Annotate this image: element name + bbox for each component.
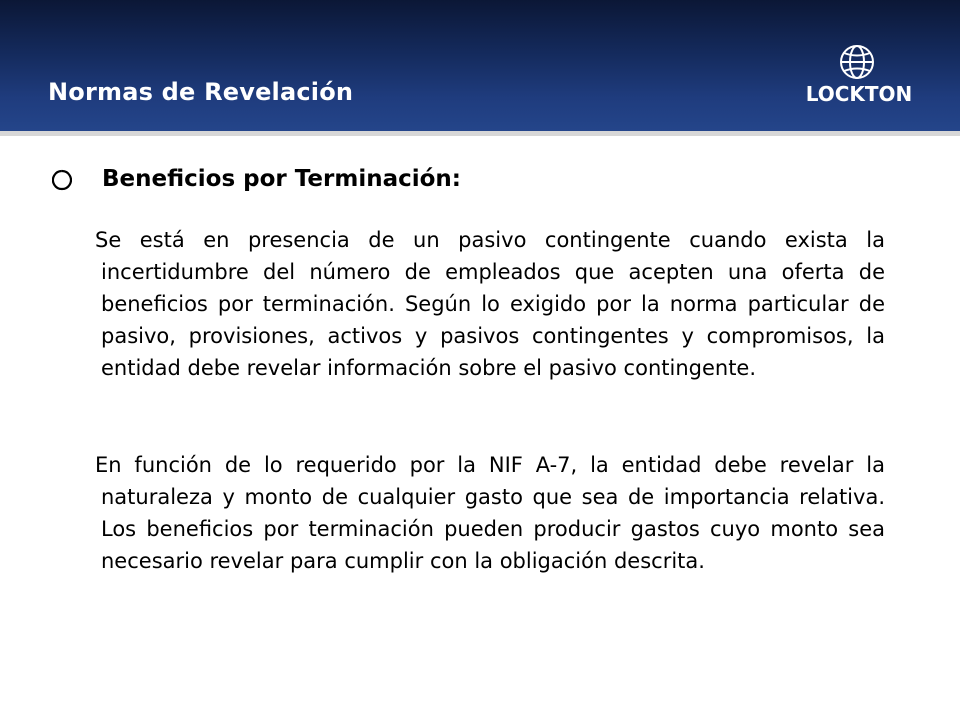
- paragraph-contingent-liability: Se está en presencia de un pasivo contingente cuando exista la incertidumbre del número de empleados que acepten una oferta de beneficios por terminación. Según lo exigido por la norma particular de pasivo, provisiones, activos y pasivos contingentes y compromisos, la entidad debe revelar información sobre el pasivo contingente.: [95, 228, 885, 380]
- open-circle-bullet-icon: [52, 169, 72, 191]
- header-divider: [0, 131, 960, 136]
- globe-icon: [798, 44, 920, 84]
- header-bar: [0, 0, 960, 131]
- paragraph-disclosure-expenses: En función de lo requerido por la NIF A-7, la entidad debe revelar la naturaleza y monto de cualquier gasto que sea de importancia relativa. Los beneficios por terminación pueden producir gastos cuyo monto sea necesario revelar para cumplir con la obligación descrita.: [95, 453, 885, 573]
- logo-wordmark: LOCKTON: [805, 82, 913, 106]
- section-heading: Beneficios por Terminación:: [102, 166, 461, 192]
- slide-title: Normas de Revelación: [48, 78, 354, 106]
- lockton-logo: [798, 44, 920, 108]
